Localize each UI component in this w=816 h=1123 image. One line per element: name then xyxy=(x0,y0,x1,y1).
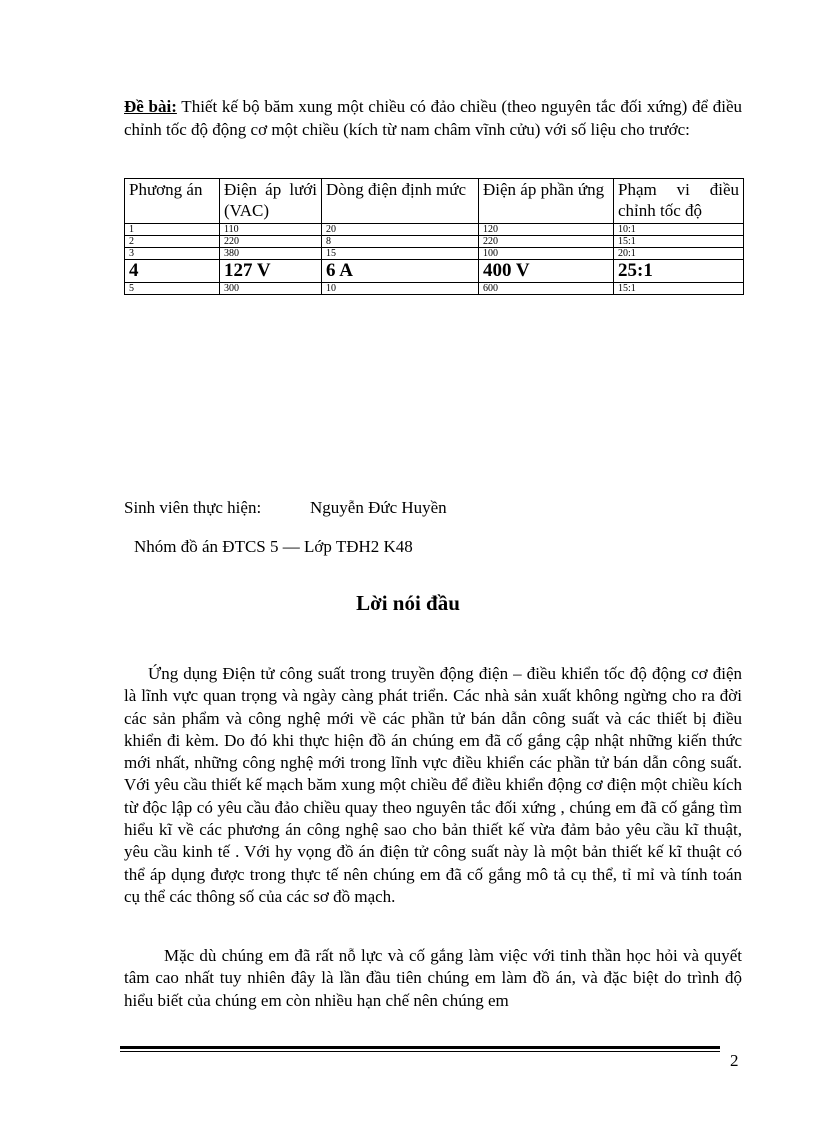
table-row-selected xyxy=(125,260,744,283)
assignment-paragraph xyxy=(124,96,742,141)
spec-table xyxy=(124,178,744,295)
table-cell: 110 xyxy=(220,224,322,236)
table-cell: 100 xyxy=(479,248,614,260)
group-line: Nhóm đồ án ĐTCS 5 — Lớp TĐH2 K48 xyxy=(134,537,413,556)
table-cell: 600 xyxy=(479,283,614,295)
table-cell: 3 xyxy=(125,248,220,260)
assignment-label: Đề bài: xyxy=(124,97,177,116)
table-cell: 6 A xyxy=(322,260,479,283)
table-row xyxy=(125,236,744,248)
table-cell: 1 xyxy=(125,224,220,236)
table-cell: 25:1 xyxy=(614,260,744,283)
table-header-cell: Dòng điện định mức xyxy=(322,179,479,224)
table-cell: 2 xyxy=(125,236,220,248)
table-header-row xyxy=(125,179,744,224)
student-label: Sinh viên thực hiện: xyxy=(124,498,262,517)
table-cell: 5 xyxy=(125,283,220,295)
table-row xyxy=(125,248,744,260)
table-header-cell: Phương án xyxy=(125,179,220,224)
table-cell: 400 V xyxy=(479,260,614,283)
footer-rule xyxy=(120,1046,720,1052)
table-cell: 20:1 xyxy=(614,248,744,260)
table-header-cell: Điện áp phần ứng xyxy=(479,179,614,224)
table-cell: 127 V xyxy=(220,260,322,283)
table-cell: 20 xyxy=(322,224,479,236)
body-paragraph: Mặc dù chúng em đã rất nỗ lực và cố gắng làm việc với tinh thần học hỏi và quyết tâm cao nhất tuy nhiên đây là lần đầu tiên chúng em làm đồ án, và đặc biệt do trình độ hiểu biết của chúng em còn nhiều hạn chế nên chúng em xyxy=(124,946,742,1010)
table-cell: 15 xyxy=(322,248,479,260)
student-name: Nguyễn Đức Huyền xyxy=(310,498,447,517)
table-cell: 10 xyxy=(322,283,479,295)
table-row xyxy=(125,283,744,295)
table-cell: 4 xyxy=(125,260,220,283)
table-row xyxy=(125,224,744,236)
table-header-cell: Điện áp lưới (VAC) xyxy=(220,179,322,224)
section-heading: Lời nói đầu xyxy=(356,591,460,615)
table-cell: 300 xyxy=(220,283,322,295)
table-cell: 220 xyxy=(479,236,614,248)
table-cell: 15:1 xyxy=(614,236,744,248)
table-cell: 8 xyxy=(322,236,479,248)
table-cell: 380 xyxy=(220,248,322,260)
student-line xyxy=(124,498,447,518)
table-cell: 15:1 xyxy=(614,283,744,295)
table-cell: 220 xyxy=(220,236,322,248)
table-header-cell: Phạm vi điều chỉnh tốc độ xyxy=(614,179,744,224)
table-cell: 120 xyxy=(479,224,614,236)
page-number: 2 xyxy=(730,1051,739,1070)
assignment-text: Thiết kế bộ băm xung một chiều có đảo chiều (theo nguyên tắc đối xứng) để điều chỉnh tốc độ động cơ một chiều (kích từ nam châm vĩnh cửu) với số liệu cho trước: xyxy=(124,97,742,139)
body-paragraph: Ứng dụng Điện tử công suất trong truyền động điện – điều khiển tốc độ động cơ điện là lĩnh vực quan trọng và ngày càng phát triển. Các nhà sản xuất không ngừng cho ra đời các sản phẩm và công nghệ mới về các phần tử bán dẫn công suất và các thiết bị điều khiển đi kèm. Do đó khi thực hiện đồ án chúng em đã cố gắng cập nhật những kiến thức mới nhất, những công nghệ mới trong lĩnh vực điều khiển các phần tử bán dẫn công suất. Với yêu cầu thiết kế mạch băm xung một chiều để điều khiển động cơ điện một chiều kích từ độc lập có yêu cầu đảo chiều quay theo nguyên tắc đối xứng , chúng em đã cố gắng tìm hiểu kĩ về các phương án công nghệ sao cho bản thiết kế vừa đảm bảo yêu cầu kĩ thuật, yêu cầu kinh tế . Với hy vọng đồ án điện tử công suất này là một bản thiết kế kĩ thuật có thể áp dụng được trong thực tế nên chúng em đã cố gắng mô tả cụ thể, tỉ mỉ và tính toán cụ thể các thông số của các sơ đồ mạch. xyxy=(124,664,742,906)
table-cell: 10:1 xyxy=(614,224,744,236)
